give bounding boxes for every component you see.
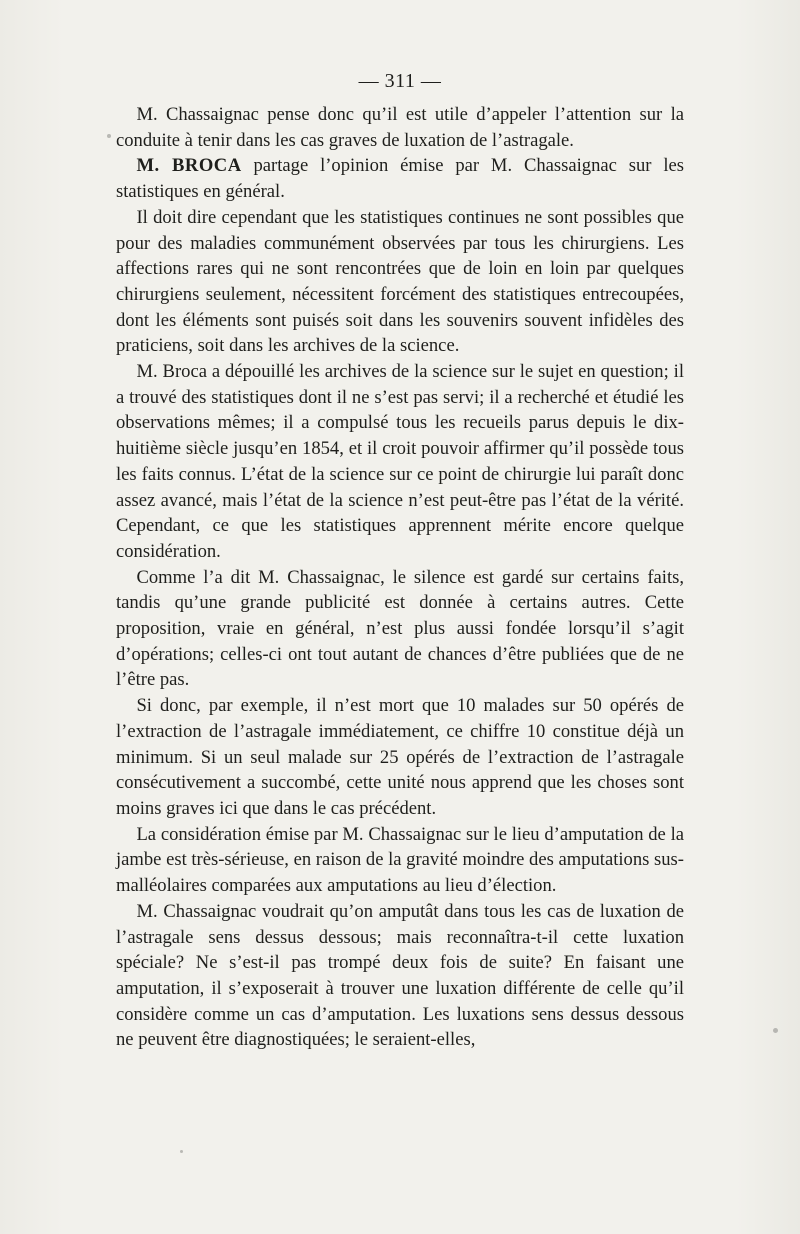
body-text [116, 102, 684, 1053]
paragraph-text: M. Broca a dépouillé les archives de la science sur le sujet en question; il a trouvé des statistiques dont il ne s’est pas servi; il a recherché et étudié les observations mêmes; il a compulsé tous les recueils parus depuis le dix-huitième siècle jusqu’en 1854, et il croit pouvoir affirmer qu’il possède tous les faits connus. L’état de la science sur ce point de chirurgie lui paraît donc assez avancé, mais l’état de la science n’est peut-être pas l’état de la vérité. Cependant, ce que les statistiques apprennent mérite encore quelque considération. [116, 361, 684, 562]
paragraph-5 [116, 565, 684, 694]
paper-speck [180, 1150, 183, 1153]
paragraph-text: Comme l’a dit M. Chassaignac, le silence est gardé sur certains faits, tandis qu’une grande publicité est donnée à certains autres. Cette proposition, vraie en général, n’est plus aussi fondée lorsqu’il s’agit d’opérations; celles-ci ont tout autant de chances d’être publiées que de ne l’être pas. [116, 566, 684, 691]
paragraph-text: M. Chassaignac pense donc qu’il est utile d’appeler l’attention sur la conduite à tenir dans les cas graves de luxation de l’astragale. [116, 104, 684, 151]
paragraph-1 [116, 102, 684, 153]
paper-speck [773, 1028, 778, 1033]
paragraph-2 [116, 153, 684, 204]
speaker-name: M. BROCA [136, 155, 242, 177]
paragraph-text: partage l’opinion émise par M. Chassaignac sur les statistiques en général. [116, 155, 684, 203]
paragraph-8 [116, 899, 684, 1053]
paragraph-4 [116, 359, 684, 565]
page-number: — 311 — [358, 70, 442, 92]
paragraph-text: Il doit dire cependant que les statistiques continues ne sont possibles que pour des maladies communément observées par tous les chirurgiens. Les affections rares qui ne sont rencontrées que de loin en loin par quelques chirurgiens seulement, nécessitent forcément des statistiques entrecoupées, dont les éléments sont puisés soit dans les souvenirs souvent infidèles des praticiens, soit dans les archives de la science. [116, 206, 684, 357]
paper-speck [107, 134, 111, 138]
paragraph-6 [116, 693, 684, 822]
paragraph-7 [116, 822, 684, 899]
paragraph-3 [116, 205, 684, 359]
paragraph-text: M. Chassaignac voudrait qu’on amputât dans tous les cas de luxation de l’astragale sens dessus dessous; mais reconnaîtra-t-il cette luxation spéciale? Ne s’est-il pas trompé deux fois de suite? En faisant une amputation, il s’exposerait à trouver une luxation différente de celle qu’il considère comme un cas d’amputation. Les luxations sens dessus dessous ne peuvent être diagnostiquées; le seraient-elles, [116, 900, 684, 1051]
paragraph-text: La considération émise par M. Chassaignac sur le lieu d’amputation de la jambe est très-sérieuse, en raison de la gravité moindre des amputations sus-malléolaires comparées aux amputations au lieu d’élection. [116, 823, 684, 897]
paragraph-text: Si donc, par exemple, il n’est mort que 10 malades sur 50 opérés de l’extraction de l’astragale immédiatement, ce chiffre 10 constitue déjà un minimum. Si un seul malade sur 25 opérés de l’extraction de l’astragale consécutivement a succombé, cette unité nous apprend que les choses sont moins graves ici que dans le cas précédent. [116, 695, 684, 819]
